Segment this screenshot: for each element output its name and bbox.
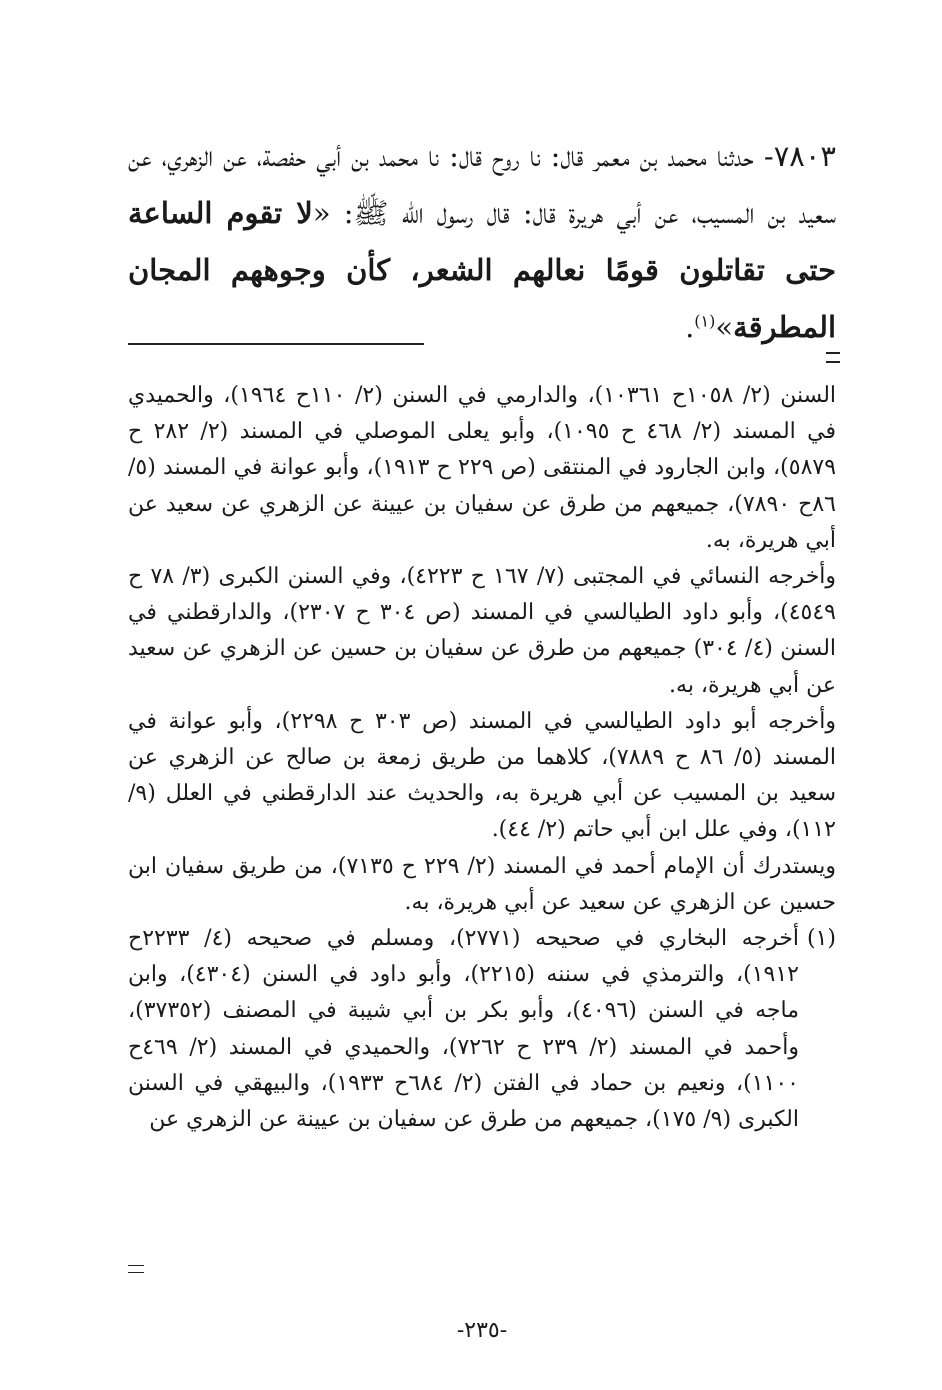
note-paragraph-4: ويستدرك أن الإمام أحمد في المسند (٢/ ٢٢٩ ح ٧١٣٥)، من طريق سفيان ابن حسين عن الزهري عن سعيد عن أبي هريرة، به.: [128, 853, 837, 915]
footnote-text: أخرجه البخاري في صحيحه (٢٧٧١)، ومسلم في صحيحه (٤/ ٢٢٣٣ح ١٩١٢)، والترمذي في سننه (٢٢١٥)، وأبو داود في السنن (٤٣٠٤)، وابن ماجه في السنن (٤٠٩٦)، وأبو بكر بن أبي شيبة في المصنف (٣٧٣٥٢)، وأحمد في المسند (٢/ ٢٣٩ ح ٧٢٦٢)، والحميدي في المسند (٢/ ٤٦٩ح ١١٠٠)، ونعيم بن حماد في الفتن (٢/ ٦٨٤ح ١٩٣٣)، والبيهقي في السنن الكبرى (٩/ ١٧٥)، جميعهم من طرق عن سفيان بن عيينة عن الزهري عن: [128, 926, 799, 1133]
hadith-text: [128, 128, 836, 356]
footnote-number: (١): [806, 926, 836, 952]
footnote-separator: [128, 343, 424, 345]
footnotes-block: [128, 378, 836, 1138]
page-number: -٢٣٥-: [456, 1318, 508, 1343]
footnote-reference: (١): [694, 311, 716, 331]
note-paragraph-2: وأخرجه النسائي في المجتبى (٧/ ١٦٧ ح ٤٢٢٣)، وفي السنن الكبرى (٣/ ٧٨ ح ٤٥٤٩)، وأبو داود الطيالسي في المسند (ص ٣٠٤ ح ٢٣٠٧)، والدارقطني في السنن (٤/ ٣٠٤) جميعهم من طرق عن سفيان بن حسين عن الزهري عن سعيد عن أبي هريرة، به.: [128, 564, 837, 698]
hadith-isnad: ٧٨٠٣- حدثنا محمد بن معمر قال: نا روح قال: نا محمد بن أبي حفصة، عن الزهري، عن سعيد بن المسيب، عن أبي هريرة قال: قال رسول الله ﷺ: «: [128, 139, 836, 230]
hadith-end-period: .: [685, 310, 695, 344]
footnote-1: [128, 921, 836, 1138]
hadith-closing-quote: »: [715, 310, 734, 344]
note-paragraph-3: وأخرجه أبو داود الطيالسي في المسند (ص ٣٠٣ ح ٢٢٩٨)، وأبو عوانة في المسند (٥/ ٨٦ ح ٧٨٨٩)، كلاهما من طريق زمعة بن صالح عن الزهري عن سعيد بن المسيب عن أبي هريرة به، والحديث عند الدارقطني في العلل (٩/ ١١٢)، وفي علل ابن أبي حاتم (٢/ ٤٤).: [128, 708, 837, 843]
continuation-mark-top: [826, 352, 840, 363]
page: [128, 0, 836, 1390]
note-paragraph-1: السنن (٢/ ١٠٥٨ح ١٠٣٦١)، والدارمي في السنن (٢/ ١١٠ح ١٩٦٤)، والحميدي في المسند (٢/ ٤٦٨ ح ١٠٩٥)، وأبو يعلى الموصلي في المسند (٢/ ٢٨٢ ح ٥٨٧٩)، وابن الجارود في المنتقى (ص ٢٢٩ ح ١٩١٣)، وأبو عوانة في المسند (٥/ ٨٦ح ٧٨٩٠)، جميعهم من طرق عن سفيان بن عيينة عن الزهري عن سعيد عن أبي هريرة، به.: [128, 383, 837, 553]
continuation-mark-bottom: [128, 1265, 144, 1273]
hadith-matn: لا تقوم الساعة حتى تقاتلون قومًا نعالهم الشعر، كأن وجوههم المجان المطرقة: [128, 196, 836, 344]
